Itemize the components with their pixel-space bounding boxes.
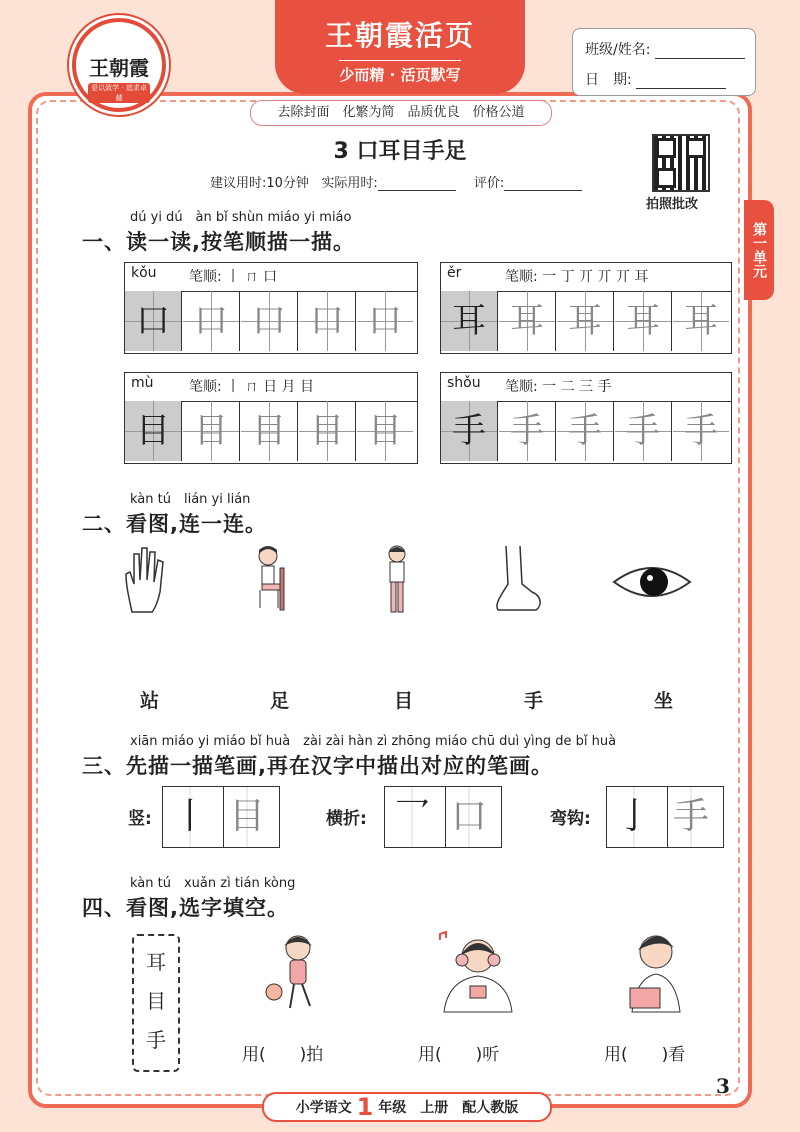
qr-code-icon[interactable] [652,134,710,192]
char-cell[interactable]: 目 [223,787,270,847]
stroke-box-hengzhe [384,786,502,848]
class-name-field[interactable] [655,44,745,59]
qr-label: 拍照批改 [646,197,699,212]
actual-time-label: 实际用时: [321,176,378,191]
section2-heading: 二、看图,连一连。 [82,512,267,536]
match-word[interactable]: 坐 [654,690,674,712]
section1-pinyin: dú yi dú àn bǐ shùn miáo yi miáo [130,210,352,225]
rating-field[interactable] [504,178,582,191]
card-pinyin: ěr [447,265,462,281]
stroke-card-shou [440,372,732,464]
char-cell[interactable]: 口 [445,787,492,847]
foot-icon[interactable] [492,544,546,614]
trace-cell[interactable]: 口 [183,291,240,351]
option-char: 手 [146,1028,166,1052]
eye-icon[interactable] [612,560,692,604]
trace-cell[interactable]: 口 [241,291,298,351]
stroke-label: 弯钩: [550,809,591,829]
trace-cell[interactable]: 目 [183,401,240,461]
name-box [572,28,756,96]
hand-icon[interactable] [122,544,168,614]
match-word[interactable]: 足 [270,690,290,712]
stroke-cell[interactable]: 丨 [167,787,213,847]
trace-cell[interactable]: 手 [615,401,672,461]
trace-cell[interactable]: 手 [499,401,556,461]
section4-pinyin: kàn tú xuǎn zì tián kòng [130,876,296,891]
match-word[interactable]: 站 [140,690,160,712]
footer-grade: 年级 上册 配人教版 [378,1100,519,1116]
option-char: 耳 [146,950,166,974]
trace-cell[interactable]: 手 [673,401,729,461]
match-word[interactable]: 手 [524,690,544,712]
brand-logo [72,18,166,112]
trace-cell[interactable]: 耳 [499,291,556,351]
banner-sub: 少而精 · 活页默写 [339,60,460,85]
section1-heading: 一、读一读,按笔顺描一描。 [82,230,355,254]
banner [275,0,525,94]
standing-child-icon[interactable] [382,544,412,616]
unit-tab: 第一单元 [744,200,774,300]
trace-cell[interactable]: 目 [241,401,298,461]
trace-cell[interactable]: 手 [557,401,614,461]
logo-sub: 是以致学 · 追求卓越 [88,83,150,103]
stroke-box-shu [162,786,280,848]
match-word[interactable]: 目 [394,690,414,712]
slogan: 去除封面 化繁为简 品质优良 价格公道 [250,100,552,126]
trace-cell[interactable]: 口 [357,291,413,351]
card-order: 笔顺: 一 二 三 手 [505,379,612,395]
trace-cell[interactable]: 目 [299,401,356,461]
blank-clap[interactable]: 用( )拍 [242,1045,324,1065]
card-pinyin: kǒu [131,265,157,281]
date-field[interactable] [636,74,726,89]
sitting-child-icon[interactable] [250,544,290,614]
trace-cell[interactable]: 手 [441,401,498,461]
option-box [132,934,180,1072]
date-label: 日 期: [585,72,632,88]
trace-cell[interactable]: 目 [357,401,413,461]
stroke-card-kou [124,262,418,354]
trace-cell[interactable]: 耳 [557,291,614,351]
section4-heading: 四、看图,选字填空。 [82,896,289,920]
trace-cell[interactable]: 耳 [615,291,672,351]
stroke-label: 竖: [128,809,152,829]
trace-cell[interactable]: 耳 [441,291,498,351]
card-order: 笔顺: 丨 ㄇ 口 [189,269,278,285]
logo-text: 王朝霞 [89,56,149,80]
trace-cell[interactable]: 耳 [673,291,729,351]
stroke-cell[interactable]: 亅 [611,787,657,847]
char-cell[interactable]: 手 [667,787,714,847]
section3-pinyin: xiān miáo yi miáo bǐ huà zài zài hàn zì zhōng miáo chū duì yìng de bǐ huà [130,734,617,749]
reading-boy-icon [620,928,690,1014]
stroke-card-mu [124,372,418,464]
footer-grade-num: 1 [356,1093,374,1121]
lesson-title: 3 口耳目手足 [333,139,467,164]
blank-look[interactable]: 用( )看 [604,1045,686,1065]
listening-girl-icon [434,930,520,1014]
banner-title: 王朝霞活页 [324,19,475,52]
time-meta [210,172,596,191]
option-char: 目 [146,989,166,1013]
actual-time-field[interactable] [378,178,456,191]
card-pinyin: mù [131,375,154,391]
trace-cell[interactable]: 口 [125,291,182,351]
section2-pinyin: kàn tú lián yi lián [130,492,251,507]
footer-subject: 小学语文 [295,1100,352,1116]
stroke-label: 横折: [326,809,367,829]
section3-heading: 三、先描一描笔画,再在汉字中描出对应的笔画。 [82,754,553,778]
card-order: 笔顺: 丨 ㄇ 日 月 目 [189,379,314,395]
trace-cell[interactable]: 目 [125,401,182,461]
class-name-label: 班级/姓名: [585,42,651,58]
card-order: 笔顺: 一 丁 丌 丌 丌 耳 [505,269,649,285]
page-number: 3 [716,1074,730,1098]
suggest-time: 建议用时:10分钟 [210,176,309,191]
rating-label: 评价: [473,176,505,191]
trace-cell[interactable]: 口 [299,291,356,351]
ball-girl-icon [262,930,326,1014]
stroke-card-er [440,262,732,354]
footer-label [262,1092,552,1122]
card-pinyin: shǒu [447,375,481,391]
stroke-cell[interactable]: 乛 [389,787,435,847]
stroke-box-wangou [606,786,724,848]
blank-listen[interactable]: 用( )听 [418,1045,500,1065]
